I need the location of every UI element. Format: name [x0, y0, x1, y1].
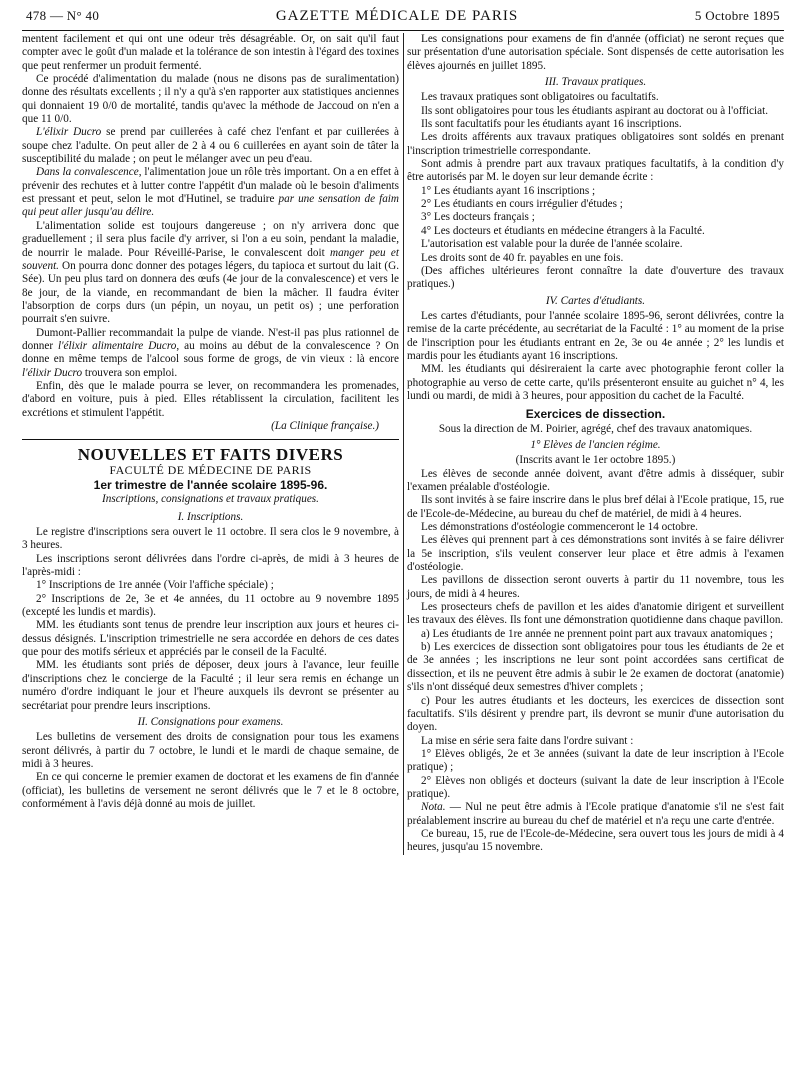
section-title: NOUVELLES ET FAITS DIVERS [77, 445, 344, 465]
paragraph: MM. les étudiants sont tenus de prendre leur inscription aux jours et heures ci-dessus désignés. L'inscription trimestrielle ne sera accordée en dehors de ces dates que pour des motifs sérieux et appréciés par le conseil de la Faculté. [22, 619, 399, 659]
paragraph: Le registre d'inscriptions sera ouvert le 11 octobre. Il sera clos le 9 novembre, à 3 heures. [22, 526, 399, 552]
paragraph: 4° Les docteurs et étudiants en médecine étrangers à la Faculté. [421, 224, 705, 237]
paragraph: L'alimentation solide est toujours dangereuse ; on n'y arrivera donc que graduellement ; il sera plus facile d'y arriver, si l'on a eu soin, pendant la maladie, de nourrir le malade. Pour Réveillé-Parise, le convalescent doit manger peu et souvent. On pourra donc donner des potages légers, du tapioca et surtout du lait (G. Sée). Un peu plus tard on donnera des œufs (4e jour de la convalescence) et vers le 8e jour, de la viande, en recommandant de bien la mâcher. Il faudra éviter l'absorption de corps durs (un pépin, un noyau, un petit os) ; une perforation pourrait s'en suivre. [22, 219, 399, 326]
subsection-heading-bold: Exercices de dissection. [525, 407, 666, 422]
paragraph: Ils sont facultatifs pour les étudiants ayant 16 inscriptions. [421, 118, 682, 131]
paragraph: L'autorisation est valable pour la durée de l'année scolaire. [421, 238, 683, 251]
paragraph: (Des affiches ultérieures feront connaître la date d'ouverture des travaux pratiques.) [407, 264, 784, 291]
paragraph: En ce qui concerne le premier examen de doctorat et les examens de fin d'année (officiat), les bulletins de versement ne seront délivrés que le 7 et le 8 octobre, conformément à l'avis déjà donné au mois de juillet. [22, 771, 399, 810]
issue-date: 5 Octobre 1895 [694, 8, 780, 23]
right-column [407, 33, 784, 855]
paragraph: Dumont-Pallier recommandait la pulpe de viande. N'est-il pas plus rationnel de donner l'élixir alimentaire Ducro, au moins au début de la convalescence ? On donne en même temps de l'alcool sous forme de grogs, de vin vieux : là encore l'élixir Ducro trouvera son emploi. [22, 326, 399, 379]
paragraph: Les droits sont de 40 fr. payables en une fois. [421, 251, 624, 264]
subsection-heading: 1° Elèves de l'ancien régime. [530, 438, 661, 451]
paragraph: Les pavillons de dissection seront ouverts à partir du 11 novembre, tous les jours, de midi à 4 heures. [407, 574, 784, 600]
paragraph: Les bulletins de versement des droits de consignation pour tous les examens seront délivrés, à partir du 7 octobre, le lundi et le mardi de chaque semaine, de midi à 3 heures. [22, 731, 399, 770]
paragraph: 2° Les étudiants en cours irrégulier d'études ; [421, 198, 623, 211]
paragraph: Les élèves qui prennent part à ces démonstrations sont invités à se faire délivrer la 5e inscription, s'ils veulent conserver leur place et être admis à l'examen d'ostéologie. [407, 534, 784, 574]
source-citation: (La Clinique française.) [271, 419, 379, 432]
columns [22, 33, 784, 855]
paragraph: 3° Les docteurs français ; [421, 211, 535, 224]
paragraph: Les inscriptions seront délivrées dans l'ordre ci-après, de midi à 3 heures de l'après-midi : [22, 552, 399, 579]
paragraph: Enfin, dès que le malade pourra se lever, on recommandera les promenades, d'abord en voiture, puis à pied. Elles rétablissent la circulation, facilitent les excrétions et stimulent l'appétit. [22, 379, 399, 419]
subsection-heading: I. Inscriptions. [177, 510, 244, 523]
direction-line: Sous la direction de M. Poirier, agrégé, chef des travaux anatomiques. [438, 422, 753, 435]
subtitle: Inscriptions, consignations et travaux pratiques. [102, 493, 319, 506]
paragraph: Ce bureau, 15, rue de l'Ecole-de-Médecine, sera ouvert tous les jours de midi à 4 heures, jusqu'au 15 novembre. [407, 827, 784, 854]
paragraph: Les cartes d'étudiants, pour l'année scolaire 1895-96, seront délivrées, contre la remise de la carte précédente, au secrétariat de la Faculté : 1° au moment de la prise de l'inscription pour les étudiants entrant en 2e, 3e ou 4e année ; 2° les lundis et mardis pour les étudiants ayant 16 inscriptions. [407, 309, 784, 362]
journal-title: GAZETTE MÉDICALE DE PARIS [275, 8, 519, 24]
faculty-heading: FACULTÉ DE MÉDECINE DE PARIS [109, 462, 312, 477]
paragraph: Les élèves de seconde année doivent, avant d'être admis à disséquer, subir l'examen préalable d'ostéologie. [407, 467, 784, 493]
paragraph: MM. les étudiants sont priés de déposer, deux jours à l'avance, leur feuille d'inscriptions chez le concierge de la Faculté ; il leur sera remis en échange un numéro d'ordre indiquant le jour et l'heure auxquels ils devront se présenter au secrétariat pour prendre leurs inscriptions. [22, 659, 399, 712]
subsection-heading: III. Travaux pratiques. [544, 76, 647, 89]
trimestre-heading: 1er trimestre de l'année scolaire 1895-96. [93, 478, 328, 492]
page-number: 478 — N° 40 [26, 8, 100, 23]
paragraph: MM. les étudiants qui désireraient la carte avec photographie feront coller la photographie au verso de cette carte, qu'ils présenteront ensuite au guichet n° 4, les lundi ou mardi, de midi à 3 heures, pour apposition du cachet de la Faculté. [407, 363, 784, 402]
paragraph: Les travaux pratiques sont obligatoires ou facultatifs. [421, 91, 659, 104]
subsection-heading: II. Consignations pour examens. [137, 715, 284, 728]
column-divider [403, 33, 404, 855]
paragraph: mentent facilement et qui ont une odeur très désagréable. Or, on sait qu'il faut compter avec le goût d'un malade et la tolérance de son intestin à l'égard des toxines que peut renfermer un produit fermenté. [22, 33, 399, 72]
paragraph: 1° Inscriptions de 1re année (Voir l'affiche spéciale) ; [36, 579, 274, 592]
paragraph: L'élixir Ducro se prend par cuillerées à café chez l'enfant et par cuillerées à soupe chez l'adulte. On peut aller de 2 à 4 ou 6 cuillerées en ayant soin de tâter la susceptibilité du malade ; on peut le mélanger avec un peu d'eau. [22, 126, 399, 166]
paragraph: b) Les exercices de dissection sont obligatoires pour tous les étudiants de 2e et de 3e années ; les inscriptions ne leur sont point accordées sans certificat de dissection, et ils ne peuvent être admis à subir le 2e examen de doctorat (anatomie) s'ils n'ont disséqué deux semestres d'hiver complets ; [407, 641, 784, 694]
paragraph: 2° Elèves non obligés et docteurs (suivant la date de leur inscription à l'Ecole pratique). [407, 774, 784, 800]
paragraph: 1° Elèves obligés, 2e et 3e années (suivant la date de leur inscription à l'Ecole pratique) ; [407, 747, 784, 774]
left-column [22, 33, 399, 855]
paragraph: Les démonstrations d'ostéologie commenceront le 14 octobre. [421, 521, 698, 534]
section-rule [22, 439, 399, 440]
paragraph: Ils sont obligatoires pour tous les étudiants aspirant au doctorat ou à l'officiat. [421, 104, 768, 117]
paragraph: Ils sont invités à se faire inscrire dans le plus bref délai à l'Ecole pratique, 15, rue de l'Ecole-de-Médecine, au bureau du chef de matériel, de midi à 4 heures. [407, 494, 784, 520]
paragraph: Ce procédé d'alimentation du malade (nous ne disons pas de suralimentation) donne des résultats excellents ; il n'y a qu'à s'en rapporter aux statistiques anciennes qui donnaient 19 0/0 de mortalité, tandis qu'avec la méthode de Jaccoud on n'en a que 11 0/0. [22, 73, 399, 126]
paragraph: Dans la convalescence, l'alimentation joue un rôle très important. On a en effet à prévenir des rechutes et à lutter contre l'appétit d'un malade où le besoin d'aliments est pressant et peut, selon le mot d'Hutinel, se traduire par une sensation de faim qui peut aller jusqu'au délire. [22, 166, 399, 219]
paragraph: La mise en série sera faite dans l'ordre suivant : [421, 734, 634, 747]
running-header [22, 8, 784, 31]
paragraph: c) Pour les autres étudiants et les docteurs, les exercices de dissection sont facultatifs. S'ils désirent y prendre part, ils devront se munir d'une autorisation du doyen. [407, 694, 784, 734]
subsection-heading: IV. Cartes d'étudiants. [545, 294, 646, 307]
paragraph: Sont admis à prendre part aux travaux pratiques facultatifs, à la condition d'y être autorisés par M. le doyen sur leur demande écrite : [407, 158, 784, 184]
paragraph: 2° Inscriptions de 2e, 3e et 4e années, du 11 octobre au 9 novembre 1895 (excepté les lundis et mardis). [22, 592, 399, 619]
paragraph: Les droits afférents aux travaux pratiques obligatoires sont soldés en prenant l'inscription trimestrielle correspondante. [407, 131, 784, 157]
paragraph: a) Les étudiants de 1re année ne prennent point part aux travaux anatomiques ; [421, 627, 773, 640]
paragraph: 1° Les étudiants ayant 16 inscriptions ; [421, 184, 596, 197]
paragraph: Les consignations pour examens de fin d'année (officiat) ne seront reçues que sur présentation d'une autorisation spéciale. Sont dispensés de cette autorisation les élèves ajournés en juillet 1895. [407, 33, 784, 72]
inscrits-line: (Inscrits avant le 1er octobre 1895.) [515, 454, 676, 467]
paragraph: Nota. — Nul ne peut être admis à l'Ecole pratique d'anatomie s'il ne s'est fait préalablement inscrire au bureau du chef de matériel et n'a reçu une carte d'entrée. [407, 801, 784, 827]
paragraph: Les prosecteurs chefs de pavillon et les aides d'anatomie dirigent et surveillent les travaux des élèves. Ils font une démonstration quotidienne dans chaque pavillon. [407, 601, 784, 627]
